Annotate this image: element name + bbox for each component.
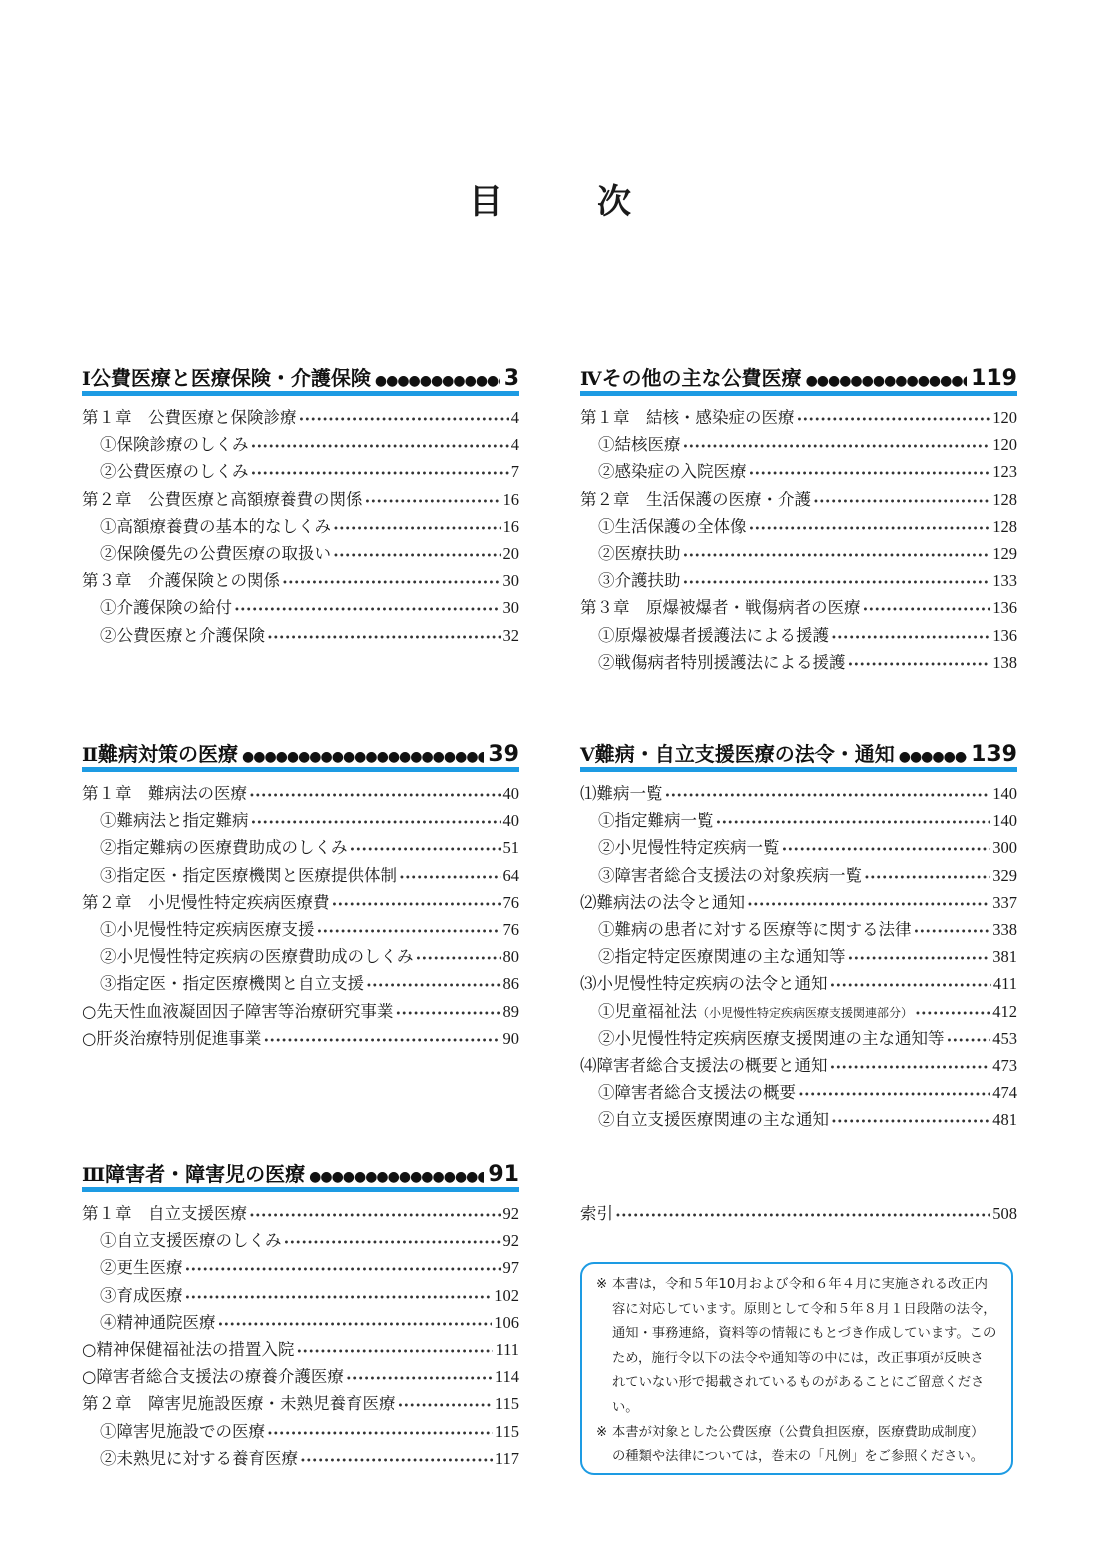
entry-page: 474 [992, 1083, 1017, 1103]
leader-dots [399, 865, 501, 892]
section-underline [580, 767, 1017, 772]
entry-page: 114 [494, 1367, 519, 1387]
leader-dots [830, 1055, 991, 1082]
leader-dots [263, 1028, 500, 1055]
leader-dots [267, 1421, 493, 1448]
section-number: Ⅱ [82, 745, 99, 766]
toc-entry[interactable] [82, 458, 519, 485]
section-title: 公費医療と医療保険・介護保険 [90, 366, 371, 390]
section-header[interactable] [580, 736, 1017, 772]
toc-entry[interactable] [82, 1363, 519, 1390]
entry-page: 89 [502, 1001, 519, 1021]
toc-entry[interactable] [82, 513, 519, 540]
toc-entry[interactable] [82, 431, 519, 458]
leader-dots [395, 1001, 500, 1028]
leader-dots [249, 1203, 501, 1230]
leader-dots [899, 749, 967, 765]
entry-note: （小児慢性特定疾病医療支援関連部分） [697, 1005, 914, 1020]
toc-entry[interactable] [82, 540, 519, 567]
leader-dots [234, 597, 501, 624]
toc-entry[interactable] [82, 1282, 519, 1309]
toc-entry[interactable] [580, 834, 1017, 861]
entry-page: 381 [992, 947, 1017, 967]
entry-label: ①障害児施設での医療 [100, 1421, 265, 1441]
note-item [596, 1273, 997, 1421]
toc-entry[interactable] [82, 1025, 519, 1052]
entry-page: 128 [992, 489, 1017, 509]
entry-page: 7 [510, 462, 519, 482]
entry-page: 128 [992, 516, 1017, 536]
entry-label: ①難病法と指定難病 [100, 811, 249, 831]
entry-label: 第３章 原爆被爆者・戦傷病者の医療 [580, 598, 861, 618]
leader-dots [282, 570, 501, 597]
section-number: Ⅰ [82, 369, 91, 390]
entry-label: ②自立支援医療関連の主な通知 [598, 1110, 829, 1130]
section-title: その他の主な公費医療 [601, 366, 802, 390]
leader-dots [831, 625, 990, 652]
toc-entry-chapter[interactable] [580, 889, 1017, 916]
leader-dots [251, 461, 509, 488]
leader-dots [416, 946, 501, 973]
entry-page: 97 [502, 1258, 519, 1278]
entry-page: 92 [502, 1204, 519, 1223]
toc-entry-chapter[interactable] [82, 1200, 519, 1227]
entry-label: ⑶小児慢性特定疾病の法令と通知 [580, 974, 828, 994]
section-header[interactable] [82, 360, 519, 396]
entry-label: 第２章 生活保護の医療・介護 [580, 489, 811, 509]
leader-dots [333, 516, 501, 543]
section-underline [82, 1187, 519, 1192]
entry-page: 329 [992, 865, 1017, 885]
toc-entry[interactable] [580, 622, 1017, 649]
entry-label: ②公費医療のしくみ [100, 462, 249, 482]
entry-page: 140 [992, 811, 1017, 831]
section-number: Ⅳ [580, 369, 602, 390]
section-page: 39 [488, 742, 519, 767]
leader-dots [749, 516, 991, 543]
entry-label: ○肝炎治療特別促進事業 [82, 1028, 262, 1048]
toc-entry[interactable] [82, 862, 519, 889]
toc-entry-chapter[interactable] [580, 1052, 1017, 1079]
leader-dots [797, 407, 991, 434]
leader-dots [309, 1169, 484, 1185]
entry-label: 第３章 介護保険との関係 [82, 571, 280, 591]
leader-dots [350, 837, 501, 864]
leader-dots [267, 625, 501, 652]
note-box [580, 1262, 1013, 1475]
entry-page: 473 [992, 1055, 1017, 1075]
entry-label: ②指定難病の医療費助成のしくみ [100, 838, 348, 858]
toc-entry-chapter[interactable] [82, 404, 519, 431]
entry-page: 123 [992, 462, 1017, 482]
section-number: Ⅲ [82, 1165, 106, 1186]
leader-dots [914, 919, 991, 946]
entry-page: 337 [992, 892, 1017, 912]
entry-page: 40 [502, 784, 519, 803]
note-text: 本書は，令和５年10月および令和６年４月に実施される改正内容に対応しています。原則として令和５年８月１日段階の法令，通知・事務連絡，資料等の情報にもとづき作成しています。このため，施行令以下の法令や通知等の中には，改正事項が反映されていない形で掲載されているものがあることにご留意ください。 [612, 1277, 997, 1415]
entry-label: ③障害者総合支援法の対象疾病一覧 [598, 865, 862, 885]
leader-dots [830, 973, 991, 1000]
entry-page: 133 [992, 571, 1017, 591]
entry-page: 106 [494, 1312, 519, 1332]
entry-label: ③育成医療 [100, 1285, 183, 1305]
toc-entry[interactable] [580, 807, 1017, 834]
entry-page: 138 [992, 652, 1017, 672]
toc-entry[interactable] [580, 916, 1017, 943]
entry-page: 117 [494, 1448, 519, 1468]
entry-label: ①難病の患者に対する医療等に関する法律 [598, 919, 912, 939]
leader-dots [848, 946, 991, 973]
entry-page: 120 [992, 408, 1017, 427]
leader-dots [782, 837, 991, 864]
section-5 [580, 736, 1017, 1133]
entry-page: 140 [992, 784, 1017, 803]
entry-page: 76 [502, 892, 519, 912]
toc-entry[interactable] [82, 594, 519, 621]
toc-entry[interactable] [580, 458, 1017, 485]
leader-dots [299, 407, 509, 434]
entry-page: 51 [502, 838, 519, 858]
entry-label: ②保険優先の公費医療の取扱い [100, 543, 331, 563]
leader-dots [813, 489, 990, 516]
note-text: 本書が対象とした公費医療（公費負担医療，医療費助成制度）の種類や法律については，巻末の「凡例」をご参照ください。 [612, 1424, 985, 1465]
section-page: 91 [488, 1162, 519, 1187]
section-title: 障害者・障害児の医療 [105, 1162, 306, 1186]
leader-dots [366, 973, 501, 1000]
section-number: Ⅴ [580, 745, 595, 766]
leader-dots [185, 1285, 493, 1312]
leader-dots [317, 919, 501, 946]
entry-label: ②感染症の入院医療 [598, 462, 747, 482]
entry-label: 第２章 公費医療と高額療養費の関係 [82, 489, 363, 509]
toc-entry-chapter[interactable] [580, 780, 1017, 807]
entry-page: 90 [502, 1028, 519, 1048]
leader-dots [185, 1257, 501, 1284]
toc-entry[interactable] [580, 1025, 1017, 1052]
leader-dots [251, 434, 509, 461]
entry-label: ⑷障害者総合支援法の概要と通知 [580, 1055, 828, 1075]
page-title: 目 次 [469, 182, 661, 222]
section-header[interactable] [82, 736, 519, 772]
section-underline [580, 391, 1017, 396]
entry-page: 453 [992, 1028, 1017, 1048]
toc-entry-chapter[interactable] [82, 780, 519, 807]
entry-label: ○精神保健福祉法の措置入院 [82, 1339, 295, 1359]
entry-label: ②未熟児に対する養育医療 [100, 1448, 298, 1468]
toc-entry-chapter[interactable] [82, 889, 519, 916]
section-page: 119 [971, 366, 1017, 391]
entry-page: 481 [992, 1110, 1017, 1130]
leader-dots [218, 1312, 493, 1339]
toc-entry-chapter[interactable] [580, 970, 1017, 997]
toc-entry[interactable] [580, 431, 1017, 458]
toc-entry-index[interactable] [580, 1200, 1017, 1227]
entry-page: 64 [502, 865, 519, 885]
entry-page: 30 [502, 598, 519, 618]
entry-label: ①介護保険の給付 [100, 598, 232, 618]
entry-label: ④精神通院医療 [100, 1312, 216, 1332]
entry-label: 索引 [580, 1204, 613, 1223]
entry-label: ⑵難病法の法令と通知 [580, 892, 745, 912]
entry-page: 411 [992, 974, 1017, 994]
entry-page: 115 [494, 1421, 519, 1441]
toc-entry[interactable] [580, 998, 1017, 1025]
toc-entry[interactable] [82, 970, 519, 997]
leader-dots [375, 373, 500, 389]
entry-page: 30 [502, 571, 519, 591]
leader-dots [831, 1109, 990, 1136]
entry-label: ①原爆被爆者援護法による援護 [598, 625, 829, 645]
toc-entry[interactable] [82, 916, 519, 943]
leader-dots [615, 1203, 990, 1230]
entry-label: ①小児慢性特定疾病医療支援 [100, 919, 315, 939]
entry-page: 20 [502, 543, 519, 563]
leader-dots [848, 652, 991, 679]
entry-page: 4 [510, 435, 519, 455]
note-item [596, 1421, 997, 1470]
entry-label: ③指定医・指定医療機関と自立支援 [100, 974, 364, 994]
entry-page: 80 [502, 947, 519, 967]
section-header[interactable] [82, 1156, 519, 1192]
entry-label: ③介護扶助 [598, 571, 681, 591]
entry-page: 120 [992, 435, 1017, 455]
section-page: 3 [503, 366, 519, 391]
toc-entry[interactable] [82, 1445, 519, 1472]
leader-dots [665, 783, 991, 810]
entry-label: ②小児慢性特定疾病の医療費助成のしくみ [100, 947, 414, 967]
entry-label: ①自立支援医療のしくみ [100, 1231, 282, 1251]
entry-page: 40 [502, 811, 519, 831]
entry-page: 508 [992, 1204, 1017, 1223]
toc-entry[interactable] [82, 1227, 519, 1254]
leader-dots [332, 892, 501, 919]
section-1 [82, 360, 519, 649]
entry-label: ②戦傷病者特別援護法による援護 [598, 652, 846, 672]
entry-label: ②更生医療 [100, 1258, 183, 1278]
toc-entry[interactable] [580, 943, 1017, 970]
toc-entry[interactable] [580, 513, 1017, 540]
toc-entry[interactable] [82, 1309, 519, 1336]
entry-label: 第２章 小児慢性特定疾病医療費 [82, 892, 330, 912]
entry-label: ○障害者総合支援法の療養介護医療 [82, 1367, 344, 1387]
index-section [580, 1200, 1017, 1227]
leader-dots [300, 1448, 493, 1475]
leader-dots [864, 865, 990, 892]
leader-dots [683, 543, 991, 570]
entry-page: 111 [495, 1339, 519, 1359]
leader-dots [284, 1230, 501, 1257]
entry-label: ②公費医療と介護保険 [100, 625, 265, 645]
entry-page: 338 [992, 919, 1017, 939]
section-4 [580, 360, 1017, 676]
toc-entry-chapter[interactable] [82, 1390, 519, 1417]
entry-page: 412 [992, 1001, 1017, 1021]
section-title: 難病対策の医療 [98, 742, 239, 766]
section-2 [82, 736, 519, 1052]
toc-entry-chapter[interactable] [580, 404, 1017, 431]
entry-label: ①保険診療のしくみ [100, 435, 249, 455]
leader-dots [749, 461, 991, 488]
section-underline [82, 391, 519, 396]
toc-entry-chapter[interactable] [580, 594, 1017, 621]
leader-dots [398, 1393, 493, 1420]
entry-label: 第１章 結核・感染症の医療 [580, 408, 795, 427]
entry-label: ①指定難病一覧 [598, 811, 714, 831]
leader-dots [806, 373, 968, 389]
leader-dots [333, 543, 501, 570]
toc-entry[interactable] [82, 1418, 519, 1445]
entry-page: 92 [502, 1231, 519, 1251]
leader-dots [249, 783, 501, 810]
toc-entry[interactable] [580, 1079, 1017, 1106]
entry-page: 86 [502, 974, 519, 994]
note-mark: ※ [596, 1277, 608, 1292]
toc-entry[interactable] [82, 1336, 519, 1363]
toc-entry[interactable] [82, 834, 519, 861]
section-page: 139 [971, 742, 1017, 767]
toc-entry[interactable] [82, 1254, 519, 1281]
entry-page: 32 [502, 625, 519, 645]
toc-entry-chapter[interactable] [82, 486, 519, 513]
leader-dots [798, 1082, 990, 1109]
toc-entry[interactable] [580, 567, 1017, 594]
leader-dots [365, 489, 501, 516]
toc-entry[interactable] [580, 540, 1017, 567]
entry-label: ①生活保護の全体像 [598, 516, 747, 536]
leader-dots [947, 1028, 991, 1055]
entry-label: ①結核医療 [598, 435, 681, 455]
toc-entry-chapter[interactable] [580, 486, 1017, 513]
leader-dots [747, 892, 990, 919]
entry-label: 第１章 難病法の医療 [82, 784, 247, 803]
toc-entry[interactable] [82, 943, 519, 970]
entry-label: 第１章 自立支援医療 [82, 1204, 247, 1223]
entry-label: ②医療扶助 [598, 543, 681, 563]
entry-page: 136 [992, 625, 1017, 645]
entry-label: ①障害者総合支援法の概要 [598, 1083, 796, 1103]
leader-dots [716, 810, 991, 837]
entry-page: 136 [992, 598, 1017, 618]
entry-page: 102 [494, 1285, 519, 1305]
entry-page: 300 [992, 838, 1017, 858]
section-3 [82, 1156, 519, 1472]
section-header[interactable] [580, 360, 1017, 396]
toc-entry[interactable] [580, 649, 1017, 676]
leader-dots [296, 1339, 493, 1366]
entry-page: 76 [502, 919, 519, 939]
entry-page: 115 [494, 1394, 519, 1414]
toc-entry[interactable] [580, 1106, 1017, 1133]
entry-label: ②小児慢性特定疾病一覧 [598, 838, 780, 858]
leader-dots [683, 570, 991, 597]
leader-dots [863, 597, 991, 624]
entry-label: ○先天性血液凝固因子障害等治療研究事業 [82, 1001, 394, 1021]
entry-label: ①児童福祉法 [598, 1001, 697, 1021]
entry-label: ②小児慢性特定疾病医療支援関連の主な通知等 [598, 1028, 945, 1048]
section-title: 難病・自立支援医療の法令・通知 [594, 742, 895, 766]
entry-label: ②指定特定医療関連の主な通知等 [598, 947, 846, 967]
leader-dots [683, 434, 991, 461]
entry-label: 第１章 公費医療と保険診療 [82, 408, 297, 427]
toc-entry[interactable] [82, 622, 519, 649]
leader-dots [251, 810, 501, 837]
entry-label: 第２章 障害児施設医療・未熟児養育医療 [82, 1394, 396, 1414]
toc-entry-chapter[interactable] [82, 567, 519, 594]
entry-label: ⑴難病一覧 [580, 784, 663, 803]
entry-label: ③指定医・指定医療機関と医療提供体制 [100, 865, 397, 885]
section-underline [82, 767, 519, 772]
entry-label: ①高額療養費の基本的なしくみ [100, 516, 331, 536]
entry-page: 4 [510, 408, 519, 427]
entry-page: 16 [502, 516, 519, 536]
toc-entry[interactable] [82, 998, 519, 1025]
leader-dots [346, 1366, 493, 1393]
leader-dots [915, 1001, 990, 1028]
leader-dots [242, 749, 484, 765]
entry-page: 16 [502, 489, 519, 509]
entry-page: 129 [992, 543, 1017, 563]
toc-entry[interactable] [82, 807, 519, 834]
note-mark: ※ [596, 1424, 608, 1440]
toc-entry[interactable] [580, 862, 1017, 889]
